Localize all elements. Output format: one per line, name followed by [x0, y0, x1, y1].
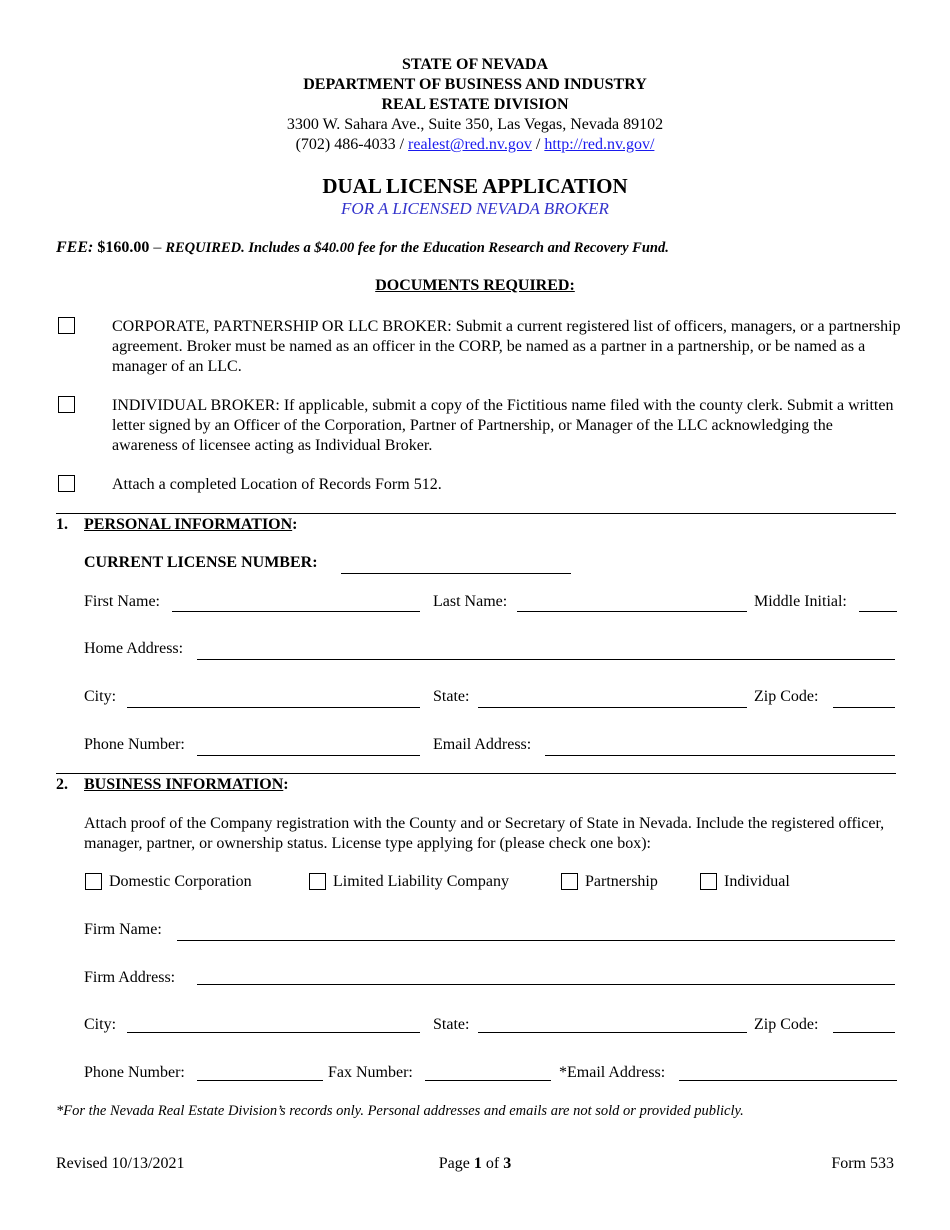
footer-page-total: 3: [503, 1155, 512, 1172]
firm-address-field[interactable]: [197, 984, 895, 985]
section2-heading: [84, 776, 289, 794]
fee-amount: $160.00: [97, 239, 150, 256]
business-email-label: *Email Address:: [559, 1064, 666, 1081]
license-number-label: CURRENT LICENSE NUMBER:: [84, 554, 318, 571]
footer-revised: Revised 10/13/2021: [56, 1155, 185, 1172]
license-type-label-domestic-corporation: Domestic Corporation: [109, 873, 252, 890]
license-type-checkbox-partnership[interactable]: [561, 873, 578, 890]
privacy-footnote: *For the Nevada Real Estate Division’s records only. Personal addresses and emails are not sold or provided publicly.: [56, 1103, 744, 1119]
license-type-checkbox-llc[interactable]: [309, 873, 326, 890]
fee-note: REQUIRED. Includes a $40.00 fee for the Education Research and Recovery Fund.: [165, 240, 669, 256]
license-type-checkbox-domestic-corporation[interactable]: [85, 873, 102, 890]
first-name-label: First Name:: [84, 593, 160, 610]
personal-city-label: City:: [84, 688, 117, 705]
section1-heading: [84, 516, 298, 534]
middle-initial-label: Middle Initial:: [754, 593, 847, 610]
business-state-field[interactable]: [478, 1032, 747, 1033]
header-email-link[interactable]: realest@red.nv.gov: [408, 136, 532, 153]
personal-zip-field[interactable]: [833, 707, 895, 708]
footer-page-current: 1: [473, 1155, 482, 1172]
header-contact: [0, 136, 950, 154]
section2-heading-text: BUSINESS INFORMATION: [84, 776, 284, 793]
home-address-field[interactable]: [197, 659, 895, 660]
form-title: DUAL LICENSE APPLICATION: [322, 174, 628, 198]
section1-heading-text: PERSONAL INFORMATION: [84, 516, 293, 533]
business-fax-label: Fax Number:: [328, 1064, 413, 1081]
section2-heading-colon: :: [283, 776, 289, 793]
license-type-label-individual: Individual: [724, 873, 790, 890]
header-division: REAL ESTATE DIVISION: [381, 96, 569, 113]
business-email-field[interactable]: [679, 1080, 897, 1081]
document-checkbox-corporate[interactable]: [58, 317, 75, 334]
business-fax-field[interactable]: [425, 1080, 551, 1081]
document-item-individual: INDIVIDUAL BROKER: If applicable, submit a copy of the Fictitious name filed with the county clerk. Submit a written letter signed by an Officer of the Corporation, Partner of Partnership, or Manager of the LLC acknowledging the awareness of licensee acting as Individual Broker.: [112, 397, 894, 454]
firm-name-label: Firm Name:: [84, 921, 162, 938]
personal-email-label: Email Address:: [433, 736, 532, 753]
footer-page-prefix: Page: [438, 1155, 470, 1172]
document-item-records: Attach a completed Location of Records Form 512.: [112, 476, 442, 493]
fee-dash: –: [153, 239, 162, 256]
footer-page: [0, 1155, 950, 1173]
business-zip-label: Zip Code:: [754, 1016, 819, 1033]
middle-initial-field[interactable]: [859, 611, 897, 612]
personal-phone-field[interactable]: [197, 755, 420, 756]
section1-divider: [56, 513, 896, 514]
section2-number: 2.: [56, 776, 68, 793]
license-type-label-llc: Limited Liability Company: [333, 873, 509, 890]
personal-phone-label: Phone Number:: [84, 736, 185, 753]
firm-name-field[interactable]: [177, 940, 895, 941]
last-name-field[interactable]: [517, 611, 747, 612]
license-number-field[interactable]: [341, 573, 571, 574]
section1-number: 1.: [56, 516, 68, 533]
business-city-field[interactable]: [127, 1032, 420, 1033]
document-checkbox-individual[interactable]: [58, 396, 75, 413]
section1-heading-colon: :: [292, 516, 298, 533]
personal-zip-label: Zip Code:: [754, 688, 819, 705]
license-type-label-partnership: Partnership: [585, 873, 658, 890]
business-phone-label: Phone Number:: [84, 1064, 185, 1081]
personal-email-field[interactable]: [545, 755, 895, 756]
business-phone-field[interactable]: [197, 1080, 323, 1081]
home-address-label: Home Address:: [84, 640, 184, 657]
first-name-field[interactable]: [172, 611, 420, 612]
section2-divider: [56, 773, 896, 774]
business-state-label: State:: [433, 1016, 470, 1033]
documents-heading: DOCUMENTS REQUIRED:: [375, 277, 575, 294]
personal-state-field[interactable]: [478, 707, 747, 708]
header-address: 3300 W. Sahara Ave., Suite 350, Las Vegas, Nevada 89102: [286, 116, 664, 133]
personal-state-label: State:: [433, 688, 470, 705]
fee-label: FEE:: [56, 239, 94, 256]
footer-page-of: of: [485, 1155, 500, 1172]
form-subtitle: FOR A LICENSED NEVADA BROKER: [341, 199, 609, 218]
header-department: DEPARTMENT OF BUSINESS AND INDUSTRY: [303, 76, 647, 93]
header-separator: /: [535, 136, 541, 153]
header-state: STATE OF NEVADA: [401, 56, 549, 73]
license-type-checkbox-individual[interactable]: [700, 873, 717, 890]
business-zip-field[interactable]: [833, 1032, 895, 1033]
footer-form-number: Form 533: [831, 1155, 894, 1172]
header-phone: (702) 486-4033 /: [295, 136, 405, 153]
document-item-corporate: CORPORATE, PARTNERSHIP OR LLC BROKER: Submit a current registered list of officers, managers, or a partnership agreement. Broker must be named as an officer in the CORP, be named as a partner in a partnership, or be named as a manager of an LLC.: [112, 318, 901, 375]
fee-line: [56, 239, 669, 257]
business-instructions: Attach proof of the Company registration with the County and or Secretary of State in Nevada. Include the registered officer, manager, partner, or ownership status. License type applying for (please check one box):: [84, 815, 885, 852]
header-website-link[interactable]: http://red.nv.gov/: [544, 136, 655, 153]
firm-address-label: Firm Address:: [84, 969, 176, 986]
last-name-label: Last Name:: [433, 593, 508, 610]
personal-city-field[interactable]: [127, 707, 420, 708]
document-checkbox-records[interactable]: [58, 475, 75, 492]
business-city-label: City:: [84, 1016, 117, 1033]
